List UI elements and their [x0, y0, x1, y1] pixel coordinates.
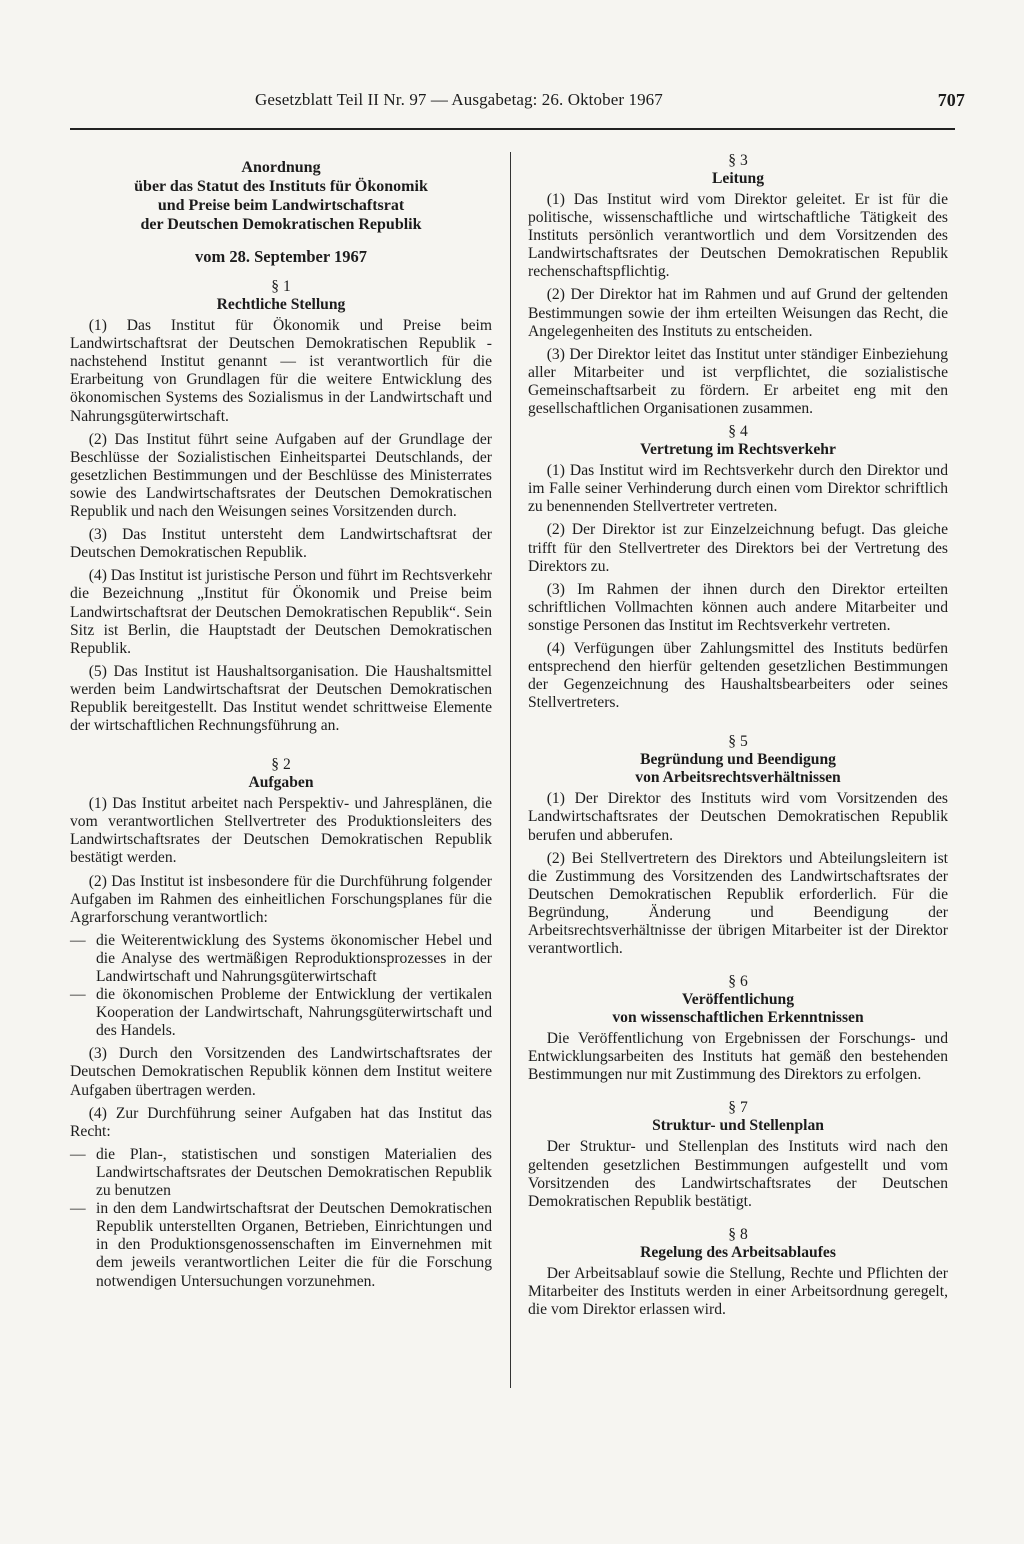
section-7-text: Der Struktur- und Stellenplan des Instituts wird nach den geltenden gesetzlichen Bestimmungen aufgestellt und vom Vorsitzenden des Landwirtschaftsrates der Deutschen Demokratischen Republik bestätigt. [528, 1138, 948, 1210]
section-3-number: § 3 [728, 152, 748, 169]
title-line: von wissenschaftlichen Erkenntnissen [612, 1009, 864, 1027]
list-item: — die Weiterentwicklung des Systems ökonomischer Hebel und die Analyse des wertmäßigen Reproduktionsprozesses in der Landwirtschaft und Nahrungsgüterwirtschaft [70, 932, 492, 986]
section-2-paragraph: (2) Das Institut ist insbesondere für die Durchführung folgender Aufgaben im Rahmen des einheitlichen Forschungsplanes für die Agrarforschung verantwortlich: [70, 872, 492, 926]
title-line: über das Statut des Instituts für Ökonomik [134, 178, 428, 195]
section-1-paragraph: (5) Das Institut ist Haushaltsorganisation. Die Haushaltsmittel werden beim Landwirtschaftsrat der Deutschen Demokratischen Republik bereitgestellt. Das Institut wendet schrittweise Elemente der wirtschaftlichen Rechnungsführung an. [70, 662, 492, 735]
list-item: — in den dem Landwirtschaftsrat der Deutschen Demokratischen Republik unterstellten Organen, Betrieben, Einrichtungen und in den Produktionsgenossenschaften im Einvernehmen mit dem jeweils verantwortlichen Leiter die für die Forschung notwendigen Untersuchungen vorzunehmen. [70, 1200, 492, 1290]
section-4-paragraph: (2) Der Direktor ist zur Einzelzeichnung befugt. Das gleiche trifft für den Stellvertreter des Direktors bei der Vertretung des Direktors zu. [528, 521, 948, 575]
column-divider [510, 152, 511, 1388]
section-4-paragraph: (3) Im Rahmen der ihnen durch den Direktor erteilten schriftlichen Vollmachten können auch andere Mitarbeiter und sonstige Personen das Institut im Rechtsverkehr vertreten. [528, 580, 948, 634]
list-item: — die ökonomischen Probleme der Entwicklung der vertikalen Kooperation der Landwirtschaft, Nahrungsgüterwirtschaft und des Handels. [70, 986, 492, 1040]
section-2-paragraph: (3) Durch den Vorsitzenden des Landwirtschaftsrates der Deutschen Demokratischen Republik können dem Institut weitere Aufgaben übertragen werden. [70, 1045, 492, 1099]
section-4-paragraph: (1) Das Institut wird im Rechtsverkehr durch den Direktor und im Falle seiner Verhinderung durch einen vom Direktor schriftlich zu benennenden Stellvertreter vertreten. [528, 462, 948, 516]
section-8-title: Regelung des Arbeitsablaufes [640, 1243, 836, 1261]
section-1-paragraph: (4) Das Institut ist juristische Person und führt im Rechtsverkehr die Bezeichnung „Institut für Ökonomik und Preise beim Landwirtschaftsrat der Deutschen Demokratischen Republik“. Sein Sitz ist Berlin, die Hauptstadt der Deutschen Demokratischen Republik. [70, 567, 492, 657]
document-title [70, 158, 492, 234]
title-line: und Preise beim Landwirtschaftsrat [157, 197, 405, 214]
section-1-paragraph: (2) Das Institut führt seine Aufgaben auf der Grundlage der Beschlüsse der Sozialistischen Einheitspartei Deutschlands, der gesetzlichen Bestimmungen und der Beschlüsse des Ministerrates sowie des Landwirtschaftsrates der Deutschen Demokratischen Republik und nach den Weisungen seines Vorsitzenden durch. [70, 430, 492, 521]
section-1-paragraph: (3) Das Institut untersteht dem Landwirtschaftsrat der Deutschen Demokratischen Republik. [70, 526, 492, 562]
section-8-text: Der Arbeitsablauf sowie die Stellung, Rechte und Pflichten der Mitarbeiter des Instituts werden in einer Arbeitsordnung geregelt, die vom Direktor erlassen wird. [528, 1264, 948, 1319]
section-4-title: Vertretung im Rechtsverkehr [640, 441, 836, 459]
running-title: Gesetzblatt Teil II Nr. 97 — Ausgabetag: 26. Oktober 1967 [255, 90, 663, 109]
header-rule [70, 128, 955, 130]
section-8-number: § 8 [728, 1225, 748, 1243]
page-number: 707 [937, 90, 965, 110]
section-6-title [528, 991, 948, 1027]
section-2-paragraph: (4) Zur Durchführung seiner Aufgaben hat das Institut das Recht: [70, 1104, 492, 1140]
section-4-number: § 4 [728, 423, 748, 441]
section-5-paragraph: (2) Bei Stellvertretern des Direktors und Abteilungsleitern ist die Zustimmung des Vorsitzenden des Landwirtschaftsrates der Deutschen Demokratischen Republik erforderlich. Für die Begründung, Änderung und Beendigung der Arbeitsrechtsverhältnisse der übrigen Mitarbeiter ist der Direktor verantwortlich. [528, 849, 948, 958]
section-2-number: § 2 [271, 756, 291, 774]
title-line: Anordnung [241, 159, 321, 176]
section-4-paragraph: (4) Verfügungen über Zahlungsmittel des Instituts bedürfen entsprechend den hierfür geltenden gesetzlichen Bestimmungen der Gegenzeichnung des Haushaltsbearbeiters oder seines Stellvertreters. [528, 639, 948, 712]
section-7-number: § 7 [728, 1099, 748, 1117]
right-column [528, 152, 948, 1324]
section-6-number: § 6 [728, 973, 748, 991]
section-1-number: § 1 [271, 278, 291, 296]
left-column [70, 152, 492, 1296]
title-line: der Deutschen Demokratischen Republik [140, 216, 422, 233]
section-1-paragraph: (1) Das Institut für Ökonomik und Preise beim Landwirtschaftsrat der Deutschen Demokratischen Republik - nachstehend Institut genannt — ist verantwortlich für die Erarbeitung von Grundlagen für die weitere Entwicklung des ökonomischen Systems des Sozialismus in der Landwirtschaft und Nahrungsgüterwirtschaft. [70, 317, 492, 425]
section-5-paragraph: (1) Der Direktor des Instituts wird vom Vorsitzenden des Landwirtschaftsrates der Deutschen Demokratischen Republik berufen und abberufen. [528, 790, 948, 844]
title-line: Begründung und Beendigung [640, 751, 836, 769]
section-5-number: § 5 [728, 733, 748, 751]
title-line: von Arbeitsrechtsverhältnissen [635, 769, 841, 787]
section-7-title: Struktur- und Stellenplan [652, 1117, 824, 1135]
section-2-task-list [70, 932, 492, 1041]
list-item: — die Plan-, statistischen und sonstigen Materialien des Landwirtschaftsrates der Deutschen Demokratischen Republik zu benutzen [70, 1146, 492, 1200]
section-3-paragraph: (3) Der Direktor leitet das Institut unter ständiger Einbeziehung aller Mitarbeiter und ist verpflichtet, die sozialistische Gemeinschaftsarbeit zu fördern. Er arbeitet eng mit den gesellschaftlichen Organisationen zusammen. [528, 345, 948, 418]
title-line: Veröffentlichung [681, 991, 795, 1009]
section-3-paragraph: (2) Der Direktor hat im Rahmen und auf Grund der geltenden Bestimmungen sowie der ihm erteilten Weisungen das Recht, die Angelegenheiten des Instituts zu entscheiden. [528, 286, 948, 340]
section-2-paragraph: (1) Das Institut arbeitet nach Perspektiv- und Jahresplänen, die vom verantwortlichen Stellvertreter des Produktionsleiters des Landwirtschaftsrates der Deutschen Demokratischen Republik bestätigt werden. [70, 795, 492, 867]
running-head [255, 90, 965, 110]
section-5-title [528, 751, 948, 787]
section-3-title: Leitung [712, 170, 764, 187]
section-2-title: Aufgaben [248, 774, 314, 792]
section-3-paragraph: (1) Das Institut wird vom Direktor geleitet. Er ist für die politische, wissenschaftliche und wirtschaftliche Tätigkeit des Instituts persönlich verantwortlich und dem Vorsitzenden des Landwirtschaftsrates der Deutschen Demokratischen Republik rechenschaftspflichtig. [528, 191, 948, 281]
section-6-text: Die Veröffentlichung von Ergebnissen der Forschungs- und Entwicklungsarbeiten des Instituts hat gemäß den bestehenden Bestimmungen nur mit Zustimmung des Direktors zu erfolgen. [528, 1030, 948, 1084]
document-date: vom 28. September 1967 [194, 247, 367, 266]
section-2-rights-list [70, 1146, 492, 1291]
section-1-title: Rechtliche Stellung [216, 296, 346, 314]
